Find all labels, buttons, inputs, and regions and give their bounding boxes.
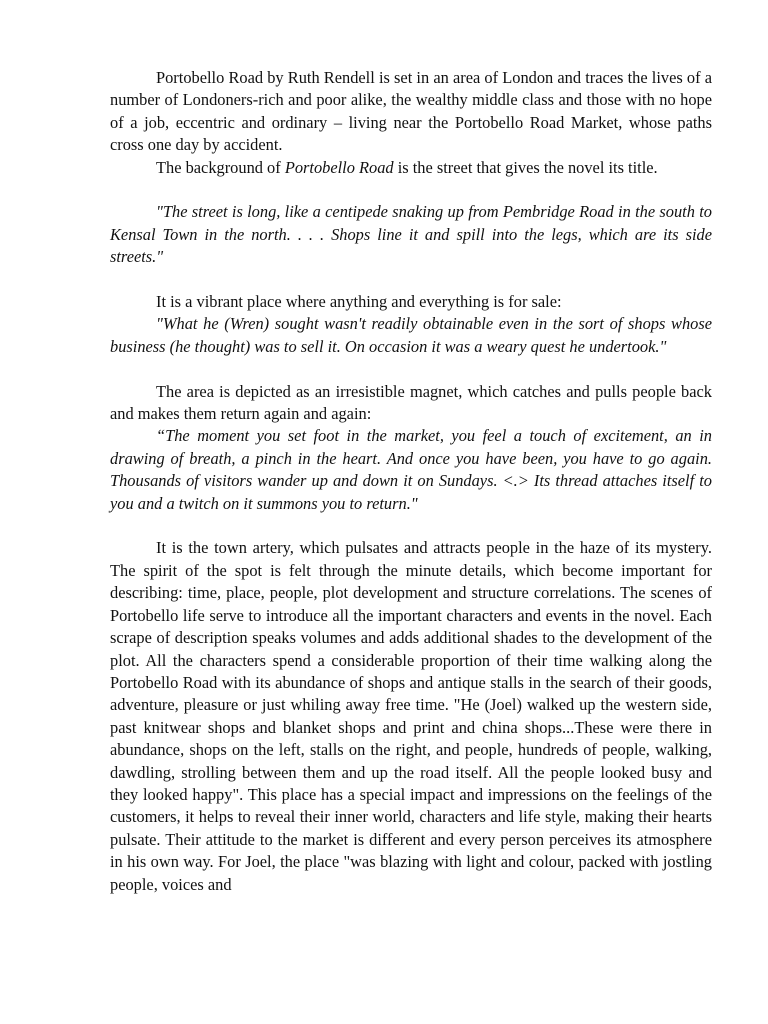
quote-street: "The street is long, like a centipede snaking up from Pembridge Road in the south to Kensal Town in the north. . . . Shops line it and spill into the legs, which are its side streets." bbox=[110, 202, 712, 267]
paragraph-magnet: The area is depicted as an irresistible magnet, which catches and pulls people back and makes them return again and again: bbox=[110, 381, 712, 424]
spacer bbox=[110, 358, 712, 380]
paragraph-intro: Portobello Road by Ruth Rendell is set in an area of London and traces the lives of a number of Londoners-rich and poor alike, the wealthy middle class and those with no hope of a job, eccentric and ordinary – living near the Portobello Road Market, whose paths cross one day by accident. bbox=[110, 68, 712, 155]
document-page bbox=[110, 67, 712, 896]
paragraph-background bbox=[110, 157, 712, 179]
paragraph-background-end: is the street that gives the novel its title. bbox=[393, 157, 658, 177]
spacer bbox=[110, 515, 712, 537]
spacer bbox=[110, 269, 712, 291]
paragraph-town-artery: It is the town artery, which pulsates and attracts people in the haze of its mystery. The spirit of the spot is felt through the minute details, which become important for describing: time, place, people, plot development and structure correlations. The scenes of Portobello life serve to introduce all the important characters and events in the novel. Each scrape of description speaks volumes and adds additional shades to the development of the plot. All the characters spend a considerable proportion of their time walking along the Portobello Road with its abundance of shops and antique stalls in the search of their goods, adventure, pleasure or just whiling away free time. "He (Joel) walked up the western side, past knitwear shops and blanket shops and print and china shops...These were there in abundance, shops on the left, stalls on the right, and people, hundreds of people, walking, dawdling, strolling between them and up the road itself. All the people looked busy and they looked happy". This place has a special impact and impressions on the feelings of the customers, it helps to reveal their inner world, characters and life style, making their hearts pulsate. Their attitude to the market is different and every person perceives its atmosphere in his own way. For Joel, the place "was blazing with light and colour, packed with jostling people, voices and bbox=[110, 538, 712, 894]
novel-title: Portobello Road bbox=[284, 157, 394, 177]
paragraph-vibrant-place: It is a vibrant place where anything and everything is for sale: bbox=[156, 292, 562, 312]
paragraph-background-start: The background of bbox=[156, 157, 285, 177]
quote-wren: "What he (Wren) sought wasn't readily obtainable even in the sort of shops whose business (he thought) was to sell it. On occasion it was a weary quest he undertook." bbox=[110, 314, 712, 356]
quote-market: “The moment you set foot in the market, you feel a touch of excitement, an in drawing of breath, a pinch in the heart. And once you have been, you have to go again. Thousands of visitors wander up and down it on Sundays. <.> Its thread attaches itself to you and a twitch on it summons you to return." bbox=[110, 426, 712, 513]
spacer bbox=[110, 179, 712, 201]
